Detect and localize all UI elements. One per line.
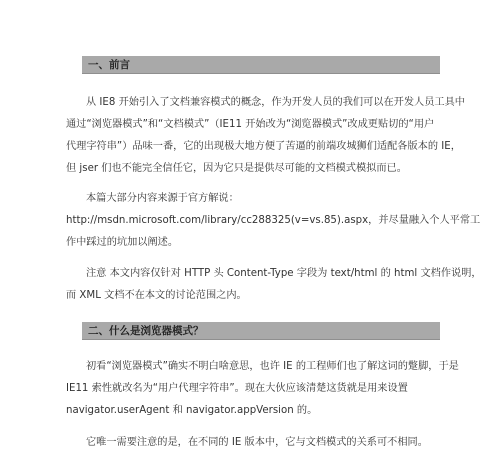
paragraph-line: 代理字符串”）品味一番，它的出现极大地方便了苦逼的前端攻城狮们适配各版本的 IE， (66, 141, 461, 152)
paragraph-line: navigator.userAgent 和 navigator.appVersion 的。 (66, 405, 318, 416)
section-heading-preface: 一、前言 (82, 56, 440, 74)
paragraph-line: 注意 本文内容仅针对 HTTP 头 Content-Type 字段为 text/html 的 html 文档作说明， (86, 268, 482, 279)
paragraph-browser-mode (66, 356, 459, 422)
paragraph-line: 但 jser 们也不能完全信任它，因为它只是提供尽可能的文档模式模拟而已。 (66, 163, 407, 174)
section-heading-browser-mode: 二、什么是浏览器模式？ (82, 322, 440, 340)
paragraph-line: 作中踩过的坑加以阐述。 (66, 237, 179, 248)
paragraph-intro (66, 92, 465, 180)
paragraph-line: 从 IE8 开始引入了文档兼容模式的概念，作为开发人员的我们可以在开发人员工具中 (86, 97, 465, 108)
paragraph-line: 它唯一需要注意的是，在不同的 IE 版本中，它与文档模式的关系可不相同。 (86, 437, 428, 448)
paragraph-line: IE11 索性就改名为“用户代理字符串”。现在大伙应该清楚这货就是用来设置 (66, 383, 408, 394)
paragraph-line: 而 XML 文档不在本文的讨论范围之内。 (66, 290, 247, 301)
paragraph-line: 本篇大部分内容来源于官方解说： (86, 193, 239, 204)
paragraph-relation (66, 432, 446, 454)
paragraph-line: http://msdn.microsoft.com/library/cc288325(v=vs.85).aspx，并尽量融入个人平常工 (66, 215, 481, 226)
paragraph-note (66, 263, 482, 307)
paragraph-line: 初看“浏览器模式”确实不明白啥意思，也许 IE 的工程师们也了解这词的蹩脚，于是 (86, 361, 459, 372)
paragraph-source (66, 188, 481, 254)
paragraph-line: 通过“浏览器模式”和“文档模式”（IE11 开始改为“浏览器模式”改成更贴切的“用户 (66, 119, 435, 130)
